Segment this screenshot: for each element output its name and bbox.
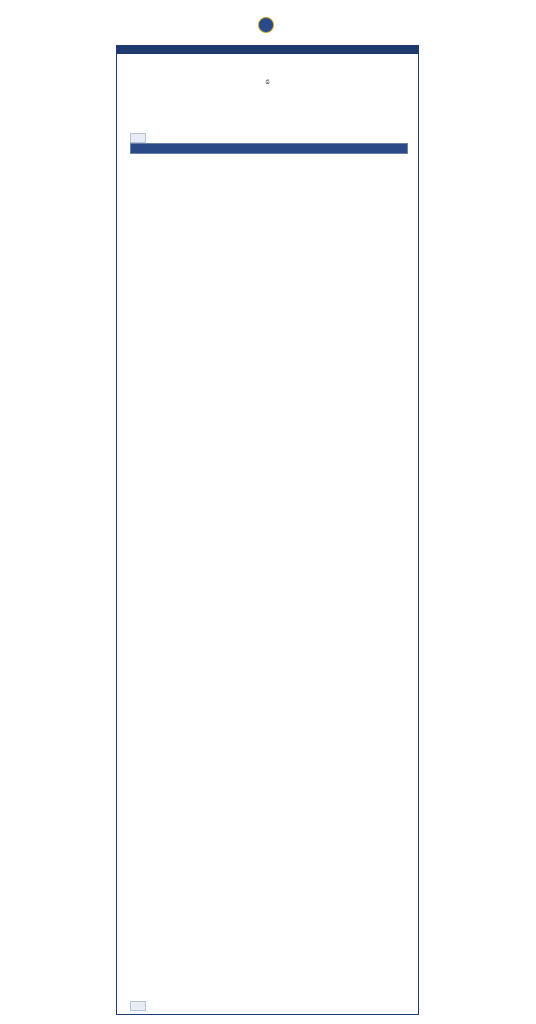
col-post-jdgm[interactable] <box>341 144 365 153</box>
table-header <box>131 144 407 153</box>
pager-top <box>130 133 146 143</box>
col-image-no[interactable] <box>131 144 157 153</box>
col-pages[interactable] <box>389 144 403 153</box>
pager-bottom <box>130 1001 146 1011</box>
col-reset-sort[interactable] <box>254 144 341 153</box>
content-frame <box>116 53 419 1015</box>
printer-icon: ⎙ <box>265 79 270 84</box>
images-table <box>130 143 408 154</box>
col-title[interactable] <box>173 144 254 153</box>
col-date[interactable] <box>365 144 389 153</box>
col-type[interactable] <box>157 144 173 153</box>
purchase-links <box>117 79 418 85</box>
col-add <box>403 144 407 153</box>
page-header <box>0 16 536 36</box>
case-tabs <box>116 45 419 53</box>
county-seal-icon <box>258 17 274 33</box>
